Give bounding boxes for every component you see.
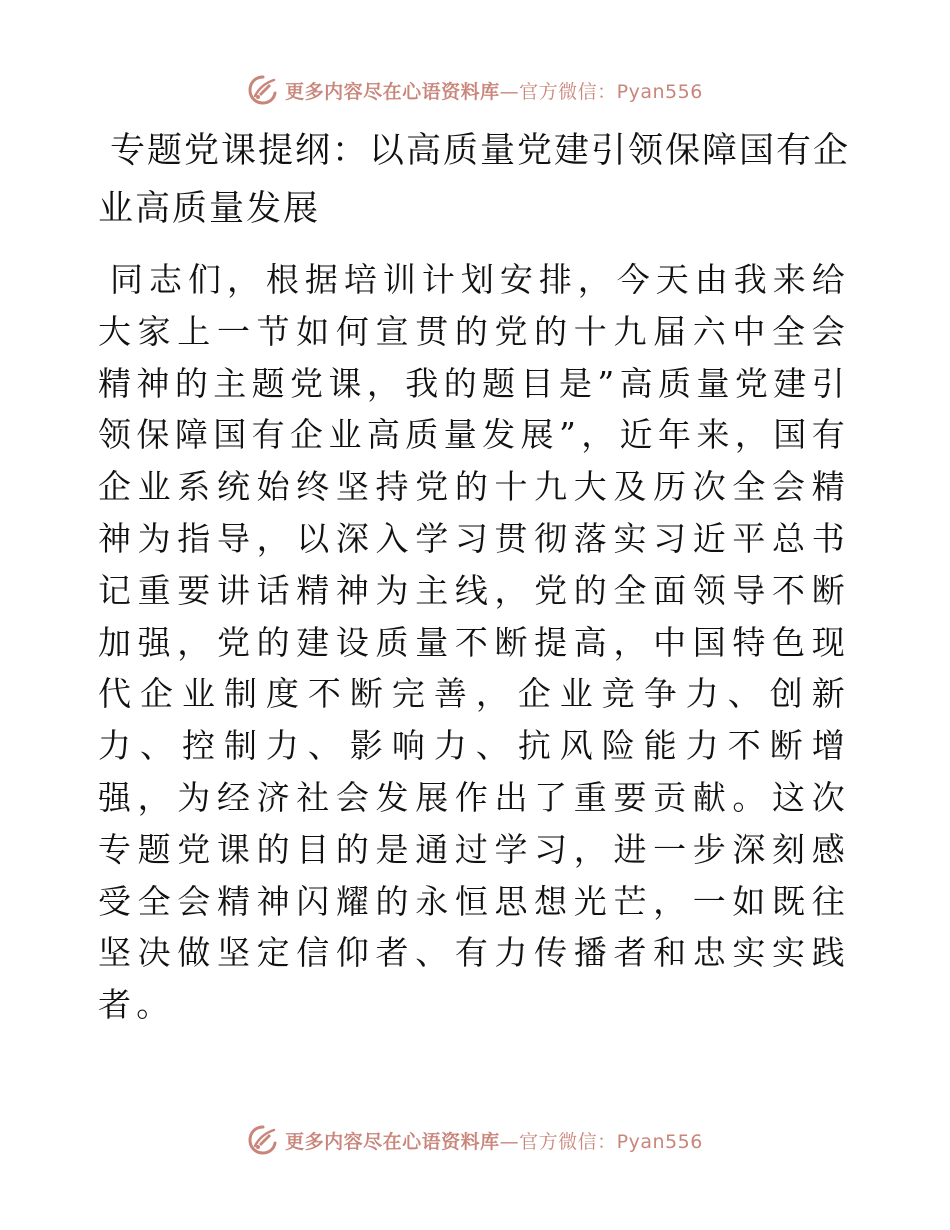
header-watermark (0, 70, 950, 110)
watermark-text: 更多内容尽在心语资料库—官方微信：Pyan556 (285, 1130, 703, 1153)
watermark-text: 更多内容尽在心语资料库—官方微信：Pyan556 (285, 80, 703, 103)
pen-swirl-logo-icon (247, 74, 279, 106)
document-title: 专题党课提纲：以高质量党建引领保障国有企业高质量发展 (98, 131, 851, 229)
footer-watermark (0, 1120, 950, 1160)
pen-swirl-logo-icon (247, 1124, 279, 1156)
body-paragraph: 同志们，根据培训计划安排，今天由我来给大家上一节如何宣贯的党的十九届六中全会精神的主题党课，我的题目是”高质量党建引领保障国有企业高质量发展”，近年来，国有企业系统始终坚持党的十九大及历次全会精神为指导，以深入学习贯彻落实习近平总书记重要讲话精神为主线，党的全面领导不断加强，党的建设质量不断提高，中国特色现代企业制度不断完善，企业竞争力、创新力、控制力、影响力、抗风险能力不断增强，为经济社会发展作出了重要贡献。这次专题党课的目的是通过学习，进一步深刻感受全会精神闪耀的永恒思想光芒，一如既往坚决做坚定信仰者、有力传播者和忠实实践者。 (98, 260, 850, 1025)
